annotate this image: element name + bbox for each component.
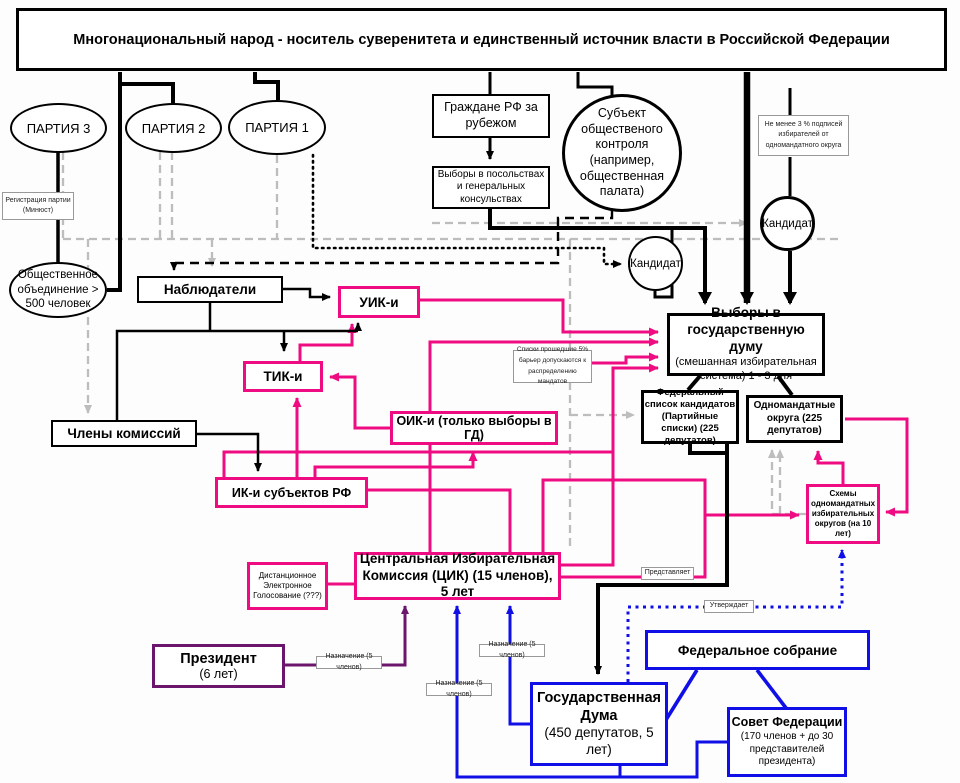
candidate-mid-node: Кандидат [628,236,683,291]
state-duma-title: Государственная Дума [536,690,662,725]
duma-elections-title: Выборы в государственную думу [687,305,805,355]
president-sub: (6 лет) [199,667,238,681]
appointment-label-president: Назначение (5 членов) [316,656,382,669]
candidate-right-node: Кандидат [760,196,815,251]
oik-node: ОИК-и (только выборы в ГД) [390,411,558,445]
president-title: Президент [180,651,257,667]
citizens-abroad-node: Граждане РФ за рубежом [432,94,550,138]
embassy-elections-node: Выборы в посольствах и генеральных консульствах [432,166,550,209]
public-control-node: Субъект общественого контроля (например, общественная палата) [562,94,682,212]
signatures-note: Не менее 3 % подписей избирателей от одномандатного округа [758,115,849,156]
represents-label: Представляет [641,567,694,580]
party-3-node: ПАРТИЯ 3 [10,103,107,153]
five-percent-note: Списки прошедшие 5% барьер допускаются к распределению мандатов [513,350,592,383]
approves-label: Утверждает [704,600,754,613]
uik-node: УИК-и [338,286,420,318]
commission-members-node: Члены комиссий [51,420,197,447]
appointment-label-duma: Назначение (5 членов) [479,644,545,657]
federal-assembly-node: Федеральное собрание [645,630,870,670]
state-duma-sub: (450 депутатов, 5 лет) [544,725,654,758]
party-registration-note: Регистрация партии (Минюст) [2,192,74,220]
district-schemes-node: Схемы одномандатных избирательных округов (на 10 лет) [806,484,880,544]
tik-node: ТИК-и [243,361,323,392]
state-duma-node [530,682,668,766]
cik-node: Центральная Избирательная Комиссия (ЦИК) (15 членов), 5 лет [354,552,561,600]
president-node [152,644,285,688]
observers-node: Наблюдатели [137,276,283,303]
federation-council-node [727,707,847,777]
party-1-node: ПАРТИЯ 1 [228,100,326,155]
duma-elections-node [667,305,825,382]
public-association-node: Общественное объединение > 500 человек [9,262,107,318]
single-mandate-node: Одномандатные округа (225 депутатов) [746,395,843,443]
duma-elections-sub: (смешанная избирательная система) 1 - 3 дня [675,356,817,382]
sovereignty-banner: Многонациональный народ - носитель суверенитета и единственный источник власти в Российской Федерации [16,8,947,71]
ik-subjects-node: ИК-и субъектов РФ [215,477,368,508]
federation-council-title: Совет Федерации [731,715,843,730]
federation-council-sub: (170 членов + до 30 представителей президента) [740,731,834,768]
party-2-node: ПАРТИЯ 2 [125,103,222,153]
federal-list-node: Федеральный список кандидатов (Партийные списки) (225 депутатов) [641,390,739,444]
appointment-label-council: Назначение (5 членов) [426,683,492,696]
remote-voting-node: Дистанционное Электронное Голосование (???) [247,562,328,610]
